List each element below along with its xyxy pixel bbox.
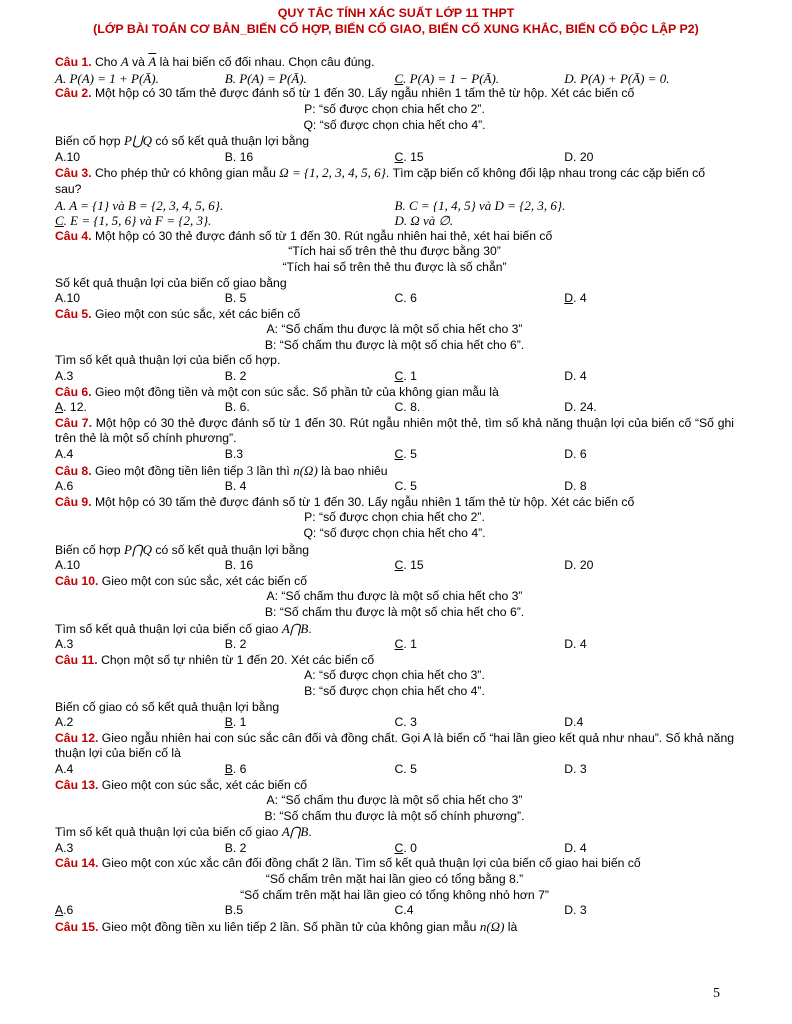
option-b[interactable]: B. 6 bbox=[224, 761, 247, 776]
math-omega: Ω = {1, 2, 3, 4, 5, 6} bbox=[279, 165, 386, 181]
option-b[interactable]: B.5 bbox=[224, 903, 244, 918]
question-ask: Tìm số kết quả thuận lợi của biến cố giao A⋂B. bbox=[55, 620, 312, 636]
math-n-omega: n(Ω) bbox=[293, 462, 318, 478]
event-a: A: “số được chọn chia hết cho 3”. bbox=[304, 668, 485, 683]
option-d[interactable]: D. 3 bbox=[564, 761, 587, 776]
answer-options bbox=[55, 71, 734, 87]
option-b[interactable]: B. C = {1, 4, 5} và D = {2, 3, 6}. bbox=[394, 197, 566, 213]
question-label: Câu 6. bbox=[55, 384, 92, 399]
option-a[interactable]: A.10 bbox=[55, 149, 81, 164]
option-d[interactable]: D. 4 bbox=[564, 637, 587, 652]
option-c[interactable]: C. P(A) = 1 − P(Ā). bbox=[394, 70, 500, 86]
correct-key: A bbox=[55, 903, 64, 918]
answer-options bbox=[55, 291, 734, 307]
option-d[interactable]: D. P(A) + P(Ā) = 0. bbox=[564, 70, 670, 86]
event-1: “Số chấm trên mặt hai lần gieo có tổng bằng 8.” bbox=[265, 872, 524, 887]
question-1 bbox=[55, 54, 734, 71]
option-d[interactable]: D. 4 bbox=[564, 369, 587, 384]
option-d[interactable]: D. 8 bbox=[564, 479, 587, 494]
question-ask: Biến cố giao có số kết quả thuận lợi bằng bbox=[55, 699, 280, 714]
option-d[interactable]: D. Ω và ∅. bbox=[394, 213, 454, 229]
event-a: A: “Số chấm thu được là một số chia hết cho 3” bbox=[266, 589, 523, 604]
question-label: Câu 9. bbox=[55, 494, 92, 509]
option-a[interactable]: A.3 bbox=[55, 840, 74, 855]
option-c[interactable]: C. 8. bbox=[394, 400, 421, 415]
question-ask: Tìm số kết quả thuận lợi của biến cố giao A⋂B. bbox=[55, 824, 312, 840]
correct-key: C bbox=[394, 369, 404, 384]
question-10: Câu 10. Gieo một con súc sắc, xét các biến cố bbox=[55, 573, 307, 588]
event-b: B: “Số chấm thu được là một số chia hết cho 6”. bbox=[264, 604, 525, 619]
event-b: B: “số được chọn chia hết cho 4”. bbox=[304, 683, 485, 698]
answer-options bbox=[55, 637, 734, 653]
option-d[interactable]: D.4 bbox=[564, 715, 584, 730]
option-c[interactable]: C. 15 bbox=[394, 149, 424, 164]
answer-options bbox=[55, 150, 734, 166]
option-a[interactable]: A.4 bbox=[55, 447, 74, 462]
option-b[interactable]: B. 2 bbox=[224, 369, 247, 384]
question-ask: Số kết quả thuận lợi của biến cố giao bằng bbox=[55, 275, 287, 290]
correct-key: C bbox=[55, 213, 64, 229]
event-q: Q: “số được chọn chia hết cho 4”. bbox=[303, 526, 486, 540]
correct-key: B bbox=[224, 761, 233, 776]
question-label: Câu 10. bbox=[55, 573, 99, 588]
event-a: A: “Số chấm thu được là một số chia hết cho 3” bbox=[266, 793, 523, 808]
option-d[interactable]: D. 4 bbox=[564, 291, 587, 306]
question-text: Một hộp có 30 tấm thẻ được đánh số từ 1 đến 30. Lấy ngẫu nhiên 1 tấm thẻ từ hộp. Xét các biến cố bbox=[91, 86, 635, 101]
option-c[interactable]: C. 0 bbox=[394, 840, 417, 855]
question-label: Câu 15. bbox=[55, 919, 99, 934]
answer-options bbox=[55, 903, 734, 919]
question-7: Câu 7. Một hộp có 30 thẻ được đánh số từ 1 đến 30. Rút ngẫu nhiên một thẻ, tìm số khả năng thuận lợi của biến cố “Số ghi trên thẻ là một số chính phương”. bbox=[55, 415, 734, 446]
option-d[interactable]: D. 3 bbox=[564, 903, 587, 918]
event-1: “Tích hai số trên thẻ thu được bằng 30” bbox=[288, 244, 501, 259]
correct-key: C bbox=[394, 447, 404, 462]
correct-key: D bbox=[564, 291, 574, 306]
option-a[interactable]: A.3 bbox=[55, 369, 74, 384]
option-c[interactable]: C. 3 bbox=[394, 715, 417, 730]
option-d[interactable]: D. 6 bbox=[564, 447, 587, 462]
option-c[interactable]: C. 5 bbox=[394, 761, 417, 776]
question-ask: Biến cố hợp P⋂Q có số kết quả thuận lợi bằng bbox=[55, 541, 310, 557]
question-label: Câu 12. bbox=[55, 730, 99, 745]
option-a[interactable]: A.6 bbox=[55, 903, 74, 918]
answer-options bbox=[55, 715, 734, 731]
correct-key: C bbox=[394, 637, 404, 652]
event-b: B: “Số chấm thu được là một số chia hết cho 6”. bbox=[264, 337, 525, 352]
correct-key: C bbox=[394, 840, 404, 855]
option-a[interactable]: A.3 bbox=[55, 637, 74, 652]
option-b[interactable]: B. 4 bbox=[224, 479, 247, 494]
question-label: Câu 1. bbox=[55, 55, 92, 70]
answer-options bbox=[55, 447, 734, 463]
option-b[interactable]: B. 5 bbox=[224, 291, 247, 306]
option-c[interactable]: C. 15 bbox=[394, 558, 424, 573]
option-b[interactable]: B.3 bbox=[224, 447, 244, 462]
correct-key: C bbox=[394, 70, 404, 86]
option-c[interactable]: C. 5 bbox=[394, 479, 417, 494]
question-15: Câu 15. Gieo một đồng tiền xu liên tiếp 2 lần. Số phần tử của không gian mẫu n(Ω) là bbox=[55, 918, 518, 934]
answer-options bbox=[55, 369, 734, 385]
question-label: Câu 13. bbox=[55, 777, 99, 792]
event-a: A: “Số chấm thu được là một số chia hết cho 3” bbox=[266, 322, 523, 337]
option-d[interactable]: D. 20 bbox=[564, 149, 594, 164]
document-subtitle: (LỚP BÀI TOÁN CƠ BẢN_BIẾN CỐ HỢP, BIẾN CỐ GIAO, BIẾN CỐ XUNG KHẮC, BIẾN CỐ ĐỘC LẬP P2) bbox=[93, 21, 699, 36]
option-c[interactable]: C.4 bbox=[394, 903, 414, 918]
event-p: P: “số được chọn chia hết cho 2”. bbox=[304, 510, 485, 525]
question-8: Câu 8. Gieo một đồng tiền liên tiếp 3 lần thì n(Ω) là bao nhiêu bbox=[55, 462, 388, 478]
answer-options bbox=[55, 762, 734, 778]
question-list bbox=[0, 54, 792, 935]
option-a[interactable]: A.6 bbox=[55, 479, 74, 494]
option-a[interactable]: A. P(A) = 1 + P(Ā). bbox=[55, 70, 159, 86]
option-c[interactable]: C. E = {1, 5, 6} và F = {2, 3}. bbox=[55, 213, 212, 229]
event-b: B: “Số chấm thu được là một số chính phương”. bbox=[264, 808, 525, 823]
math-intersection: A⋂B bbox=[281, 620, 309, 636]
correct-key: C bbox=[394, 149, 404, 164]
option-a[interactable]: A.10 bbox=[55, 558, 81, 573]
answer-options bbox=[55, 841, 734, 857]
question-label: Câu 14. bbox=[55, 856, 99, 871]
question-9: Câu 9. Một hộp có 30 tấm thẻ được đánh số từ 1 đến 30. Lấy ngẫu nhiên 1 tấm thẻ từ hộp. Xét các biến cố bbox=[55, 494, 635, 509]
question-label: Câu 4. bbox=[55, 228, 92, 243]
answer-options bbox=[55, 479, 734, 495]
answer-options bbox=[55, 198, 734, 214]
event-2: “Tích hai số trên thẻ thu được là số chẵn” bbox=[282, 259, 507, 274]
option-d[interactable]: D. 24. bbox=[564, 400, 597, 415]
question-label: Câu 5. bbox=[55, 306, 92, 321]
page-number: 5 bbox=[713, 986, 720, 1002]
math-intersection: A⋂B bbox=[281, 824, 309, 840]
question-13: Câu 13. Gieo một con súc sắc, xét các biến cố bbox=[55, 777, 307, 792]
option-a[interactable]: A.10 bbox=[55, 291, 81, 306]
question-3: Câu 3. Cho phép thử có không gian mẫu Ω = {1, 2, 3, 4, 5, 6}. Tìm cặp biến cố không đối lập nhau trong các cặp biến cố sau? bbox=[55, 165, 705, 196]
answer-options bbox=[55, 558, 734, 574]
option-b[interactable]: B. 2 bbox=[224, 637, 247, 652]
question-text: là hai biến cố đối nhau. Chọn câu đúng. bbox=[156, 55, 375, 70]
question-ask: Tìm số kết quả thuận lợi của biến cố hợp. bbox=[55, 353, 281, 368]
question-text: Cho bbox=[91, 55, 121, 70]
math-intersection: P⋂Q bbox=[123, 541, 152, 557]
correct-key: B bbox=[224, 715, 233, 730]
option-b[interactable]: B. 16 bbox=[224, 558, 254, 573]
question-2 bbox=[55, 86, 734, 102]
question-text: và bbox=[128, 55, 149, 70]
correct-key: C bbox=[394, 558, 404, 573]
question-12: Câu 12. Gieo ngẫu nhiên hai con súc sắc cân đối và đồng chất. Gọi A là biến cố “hai lần gieo kết quả như nhau”. Số khả năng thuận lợi của biến cố là bbox=[55, 730, 734, 761]
option-c[interactable]: C. 1 bbox=[394, 637, 417, 652]
option-c[interactable]: C. 1 bbox=[394, 369, 417, 384]
option-b[interactable]: B. 16 bbox=[224, 149, 254, 164]
option-d[interactable]: D. 4 bbox=[564, 840, 587, 855]
question-11: Câu 11. Chọn một số tự nhiên từ 1 đến 20. Xét các biến cố bbox=[55, 652, 375, 667]
option-c[interactable]: C. 6 bbox=[394, 291, 417, 306]
event-2: “Số chấm trên mặt hai lần gieo có tổng không nhỏ hơn 7” bbox=[240, 887, 549, 902]
option-b[interactable]: B. P(A) = P(Ā). bbox=[224, 70, 307, 86]
question-5: Câu 5. Gieo một con súc sắc, xét các biến cố bbox=[55, 306, 301, 321]
question-label: Câu 11. bbox=[55, 652, 98, 667]
option-b[interactable]: B. 2 bbox=[224, 840, 247, 855]
question-6: Câu 6. Gieo một đồng tiền và một con súc sắc. Số phần tử của không gian mẫu là bbox=[55, 384, 499, 399]
option-a[interactable]: A.4 bbox=[55, 761, 74, 776]
question-label: Câu 7. bbox=[55, 415, 92, 430]
correct-key: A bbox=[55, 400, 64, 415]
document-title: QUY TẮC TÍNH XÁC SUẤT LỚP 11 THPT bbox=[277, 6, 515, 20]
math-n-omega: n(Ω) bbox=[479, 918, 505, 934]
answer-options bbox=[55, 400, 734, 416]
question-label: Câu 8. bbox=[55, 463, 92, 478]
event-p: P: “số được chọn chia hết cho 2”. bbox=[304, 101, 485, 116]
option-b[interactable]: B. 6. bbox=[224, 400, 250, 415]
question-14: Câu 14. Gieo một con xúc xắc cân đối đồng chất 2 lần. Tìm số kết quả thuận lợi của biến cố giao hai biến cố bbox=[55, 856, 641, 871]
answer-options bbox=[55, 213, 734, 229]
option-b[interactable]: B. 1 bbox=[224, 715, 247, 730]
option-a[interactable]: A.2 bbox=[55, 715, 74, 730]
option-c[interactable]: C. 5 bbox=[394, 447, 417, 462]
option-a[interactable]: A. A = {1} và B = {2, 3, 4, 5, 6}. bbox=[55, 197, 224, 213]
math-a-bar: $\overline{A}$ bbox=[148, 54, 157, 70]
option-a[interactable]: A. 12. bbox=[55, 400, 87, 415]
question-label: Câu 2. bbox=[55, 86, 92, 101]
question-4: Câu 4. Một hộp có 30 thẻ được đánh số từ 1 đến 30. Rút ngẫu nhiên hai thẻ, xét hai biến cố bbox=[55, 228, 553, 243]
question-ask: Biến cố hợp P⋃Q có số kết quả thuận lợi bằng bbox=[55, 133, 310, 149]
question-label: Câu 3. bbox=[55, 166, 92, 181]
math-a: A bbox=[120, 54, 129, 70]
event-q: Q: “số được chọn chia hết cho 4”. bbox=[303, 117, 486, 132]
math-union: P⋃Q bbox=[123, 133, 152, 149]
option-d[interactable]: D. 20 bbox=[564, 558, 594, 573]
